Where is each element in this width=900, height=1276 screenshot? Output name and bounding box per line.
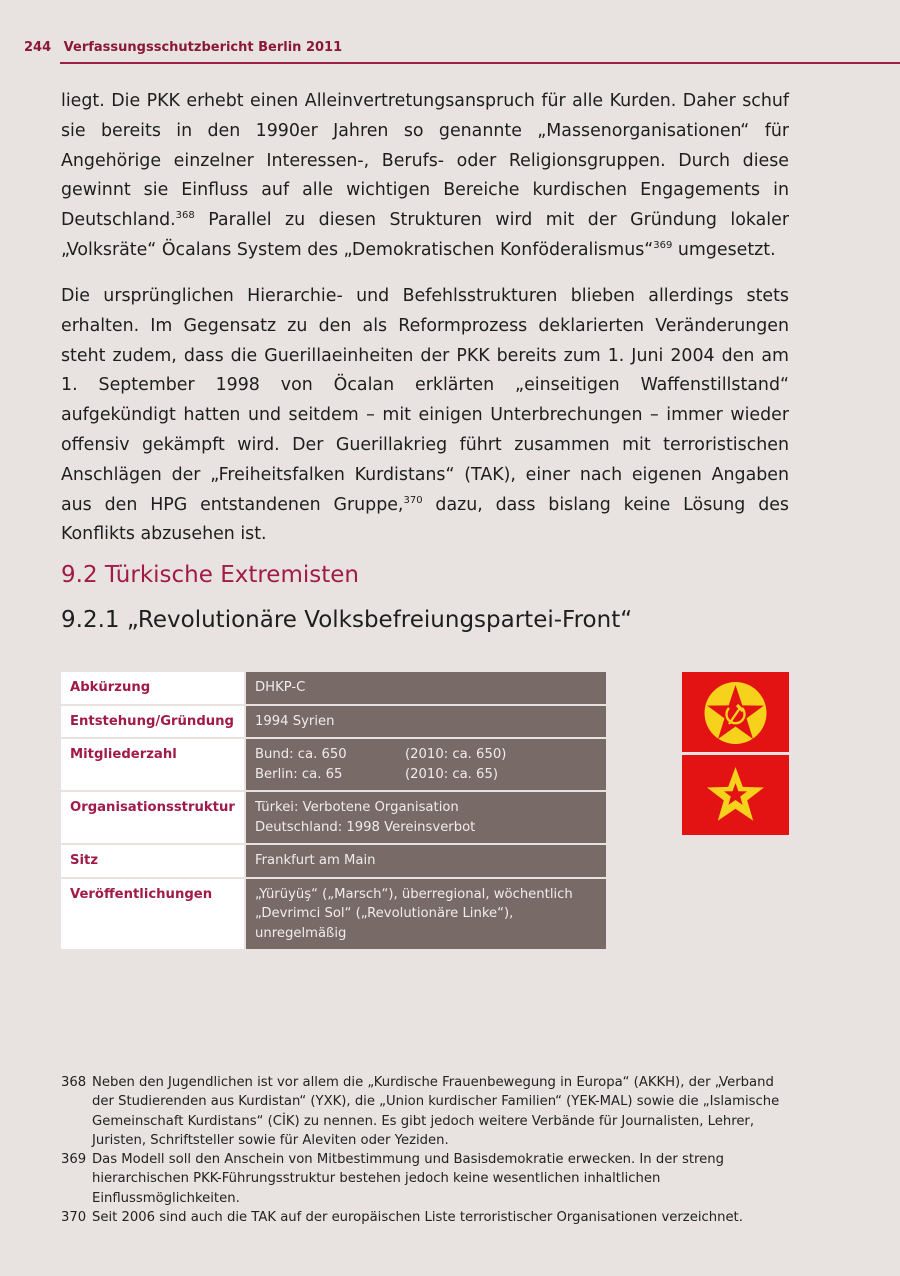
row-label: Organisationsstruktur [61, 791, 245, 844]
row-value: Frankfurt am Main [245, 844, 606, 878]
footnote-ref-368[interactable]: 368 [175, 210, 195, 222]
footnote-370 [61, 1208, 791, 1227]
publication-title: Verfassungsschutzbericht Berlin 2011 [63, 40, 343, 55]
footnotes [61, 1073, 791, 1227]
organization-info-table [61, 672, 606, 951]
table-row [61, 705, 606, 739]
row-label: Sitz [61, 844, 245, 878]
members-federal-prev: (2010: ca. 650) [405, 747, 507, 762]
members-berlin-prev: (2010: ca. 65) [405, 766, 498, 782]
publication-2: „Devrimci Sol“ („Revolutionäre Linke“), unregelmäßig [255, 906, 514, 941]
row-value [245, 791, 606, 844]
table-row [61, 791, 606, 844]
row-value: 1994 Syrien [245, 705, 606, 739]
table-row [61, 844, 606, 878]
footnote-368 [61, 1073, 791, 1150]
paragraph-text: umgesetzt. [672, 239, 776, 260]
footnote-text: Das Modell soll den Anschein von Mitbestimmung und Basisdemokratie erwecken. In der streng hierarchischen PKK-Führungsstruktur bestehen jedoch keine wesentlichen inhaltlichen Einflussmöglichkeiten. [92, 1152, 724, 1206]
row-label: Abkürzung [61, 672, 245, 705]
footnote-ref-369[interactable]: 369 [653, 240, 673, 252]
paragraph-text: Die ursprünglichen Hierarchie- und Befehlsstrukturen blieben allerdings stets erhalten. Im Gegensatz zu den als Reformprozess deklarierten Veränderungen steht zudem, dass die Guerillaeinheiten der PKK bereits zum 1. Juni 2004 den am 1. September 1998 von Öcalan erklärten „einseitigen Waffenstillstand“ aufgekündigt hatten und seitdem – mit einigen Unterbrechungen – immer wieder offensiv gekämpft wird. Der Guerillakrieg führt zusammen mit terroristischen Anschlägen der „Freiheitsfalken Kurdistans“ (TAK), einer nach eigenen Angaben aus den HPG entstandenen Gruppe, [61, 286, 789, 515]
paragraph-text: liegt. Die PKK erhebt einen Alleinvertretungsanspruch für alle Kurden. Daher schuf sie bereits in den 1990er Jahren so genannte „Massenorganisationen“ für Angehörige einzelner Interessen-, Berufs- oder Religionsgruppen. Durch diese gewinnt sie Einfluss auf alle wichtigen Bereiche kurdischen Engagements in Deutschland. [61, 91, 789, 231]
header-divider [60, 62, 900, 64]
body-paragraph-2 [61, 282, 789, 550]
flag-images [682, 672, 789, 835]
footnote-text: Seit 2006 sind auch die TAK auf der europäischen Liste terroristischer Organisationen verzeichnet. [92, 1210, 743, 1226]
footnote-369 [61, 1150, 791, 1208]
paragraph-text: Parallel zu diesen Strukturen wird mit der Gründung lokaler „Volksräte“ Öcalans System des „Demokratischen Konföderalismus“ [61, 210, 789, 260]
structure-line-2: Deutschland: 1998 Vereinsverbot [255, 819, 476, 835]
row-value [245, 738, 606, 791]
table-row [61, 672, 606, 705]
row-label: Entstehung/Gründung [61, 705, 245, 739]
structure-line-1: Türkei: Verbotene Organisation [255, 800, 459, 815]
section-heading: 9.2 Türkische Extremisten [61, 562, 359, 588]
row-value [245, 878, 606, 951]
paragraph-text: dazu, dass bislang keine Lösung des Konflikts abzusehen ist. [61, 494, 789, 545]
table-row [61, 738, 606, 791]
footnote-number: 370 [61, 1210, 87, 1226]
page-number: 244 [24, 40, 52, 55]
publication-1: „Yürüyüş“ („Marsch“), überregional, wöchentlich [255, 886, 573, 902]
footnote-text: Neben den Jugendlichen ist vor allem die „Kurdische Frauenbewegung in Europa“ (AKKH), der „Verband der Studierenden aus Kurdistan“ (YXK), die „Union kurdischer Familien“ (YEK-MAL) sowie die „Islamische Gemeinschaft Kurdistans“ (CİK) zu nennen. Es gibt jedoch weitere Verbände für Journalisten, Lehrer, Juristen, Schriftsteller sowie für Aleviten oder Yeziden. [92, 1075, 780, 1148]
row-value: DHKP-C [245, 672, 606, 705]
row-label: Veröffentlichungen [61, 878, 245, 951]
table-row [61, 878, 606, 951]
members-berlin: Berlin: ca. 65 [255, 766, 343, 782]
subsection-heading: 9.2.1 „Revolutionäre Volksbefreiungspartei-Front“ [61, 607, 633, 633]
footnote-number: 368 [61, 1075, 87, 1090]
footnote-number: 369 [61, 1152, 87, 1168]
members-federal: Bund: ca. 650 [255, 747, 347, 762]
star-flag-icon [682, 755, 789, 835]
body-paragraph-1 [61, 87, 789, 266]
star-hammer-sickle-flag-icon [682, 672, 789, 752]
running-header [24, 40, 900, 55]
row-label: Mitgliederzahl [61, 738, 245, 791]
footnote-ref-370[interactable]: 370 [403, 494, 423, 506]
